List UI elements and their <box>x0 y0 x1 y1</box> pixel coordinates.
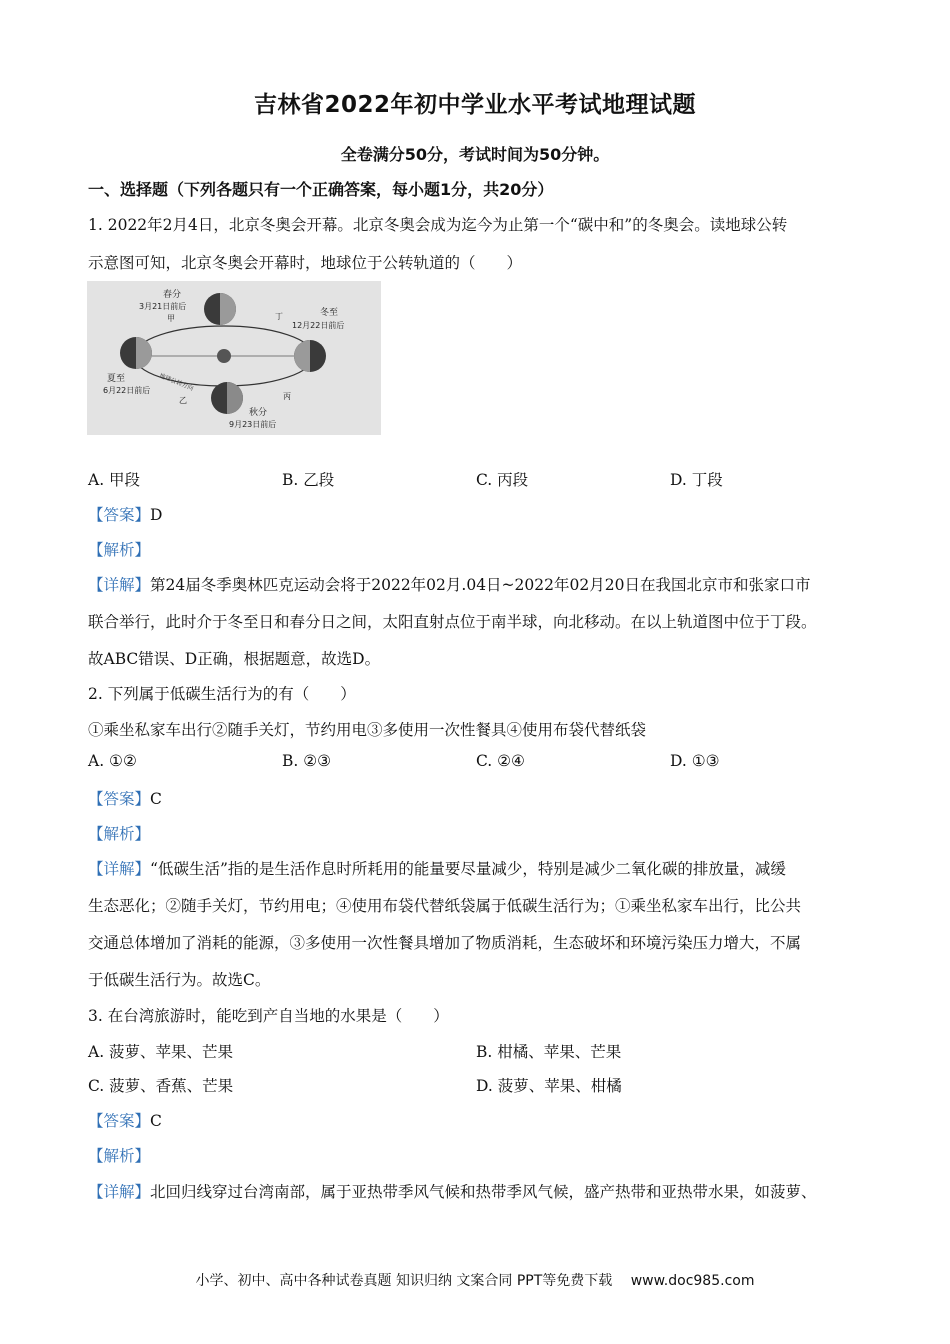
sun-icon <box>217 349 231 363</box>
orbit-diagram <box>87 281 381 435</box>
q1-option-b: B. 乙段 <box>282 471 335 489</box>
q3-answer <box>88 1109 162 1131</box>
answer-value: C <box>150 1112 162 1130</box>
answer-tag: 【答案】 <box>88 790 151 808</box>
q2-option-d: D. ①③ <box>670 752 720 770</box>
q1-analysis-tag: 【解析】 <box>88 541 151 559</box>
q3-stem: 3. 在台湾旅游时，能吃到产自当地的水果是（ ） <box>88 1007 449 1025</box>
q1-stem-line1: 1. 2022年2月4日，北京冬奥会开幕。北京冬奥会成为迄今为止第一个“碳中和”的冬奥会。读地球公转 <box>88 216 788 234</box>
summer-label: 夏至 <box>107 374 126 384</box>
detail-tag: 【详解】 <box>88 576 151 594</box>
q2-option-a: A. ①② <box>88 752 137 770</box>
spring-date: 3月21日前后 <box>139 302 187 311</box>
autumn-label: 秋分 <box>249 408 268 418</box>
autumn-date: 9月23日前后 <box>229 420 277 429</box>
page-footer: 小学、初中、高中各种试卷真题 知识归纳 文案合同 PPT等免费下载 www.doc985.com <box>195 1273 755 1289</box>
q3-option-d: D. 菠萝、苹果、柑橘 <box>476 1077 622 1095</box>
segment-yi: 乙 <box>179 396 187 405</box>
winter-label: 冬至 <box>320 308 339 318</box>
detail-tag: 【详解】 <box>88 860 151 878</box>
orbit-direction-label: 地球公转方向 <box>158 372 195 393</box>
q1-option-d: D. 丁段 <box>670 471 723 489</box>
detail-tag: 【详解】 <box>88 1183 151 1201</box>
summer-date: 6月22日前后 <box>103 386 151 395</box>
segment-ding: 丁 <box>275 312 283 321</box>
q3-detail-line1: 【详解】北回归线穿过台湾南部，属于亚热带季风气候和热带季风气候，盛产热带和亚热带水果，如菠萝、 <box>88 1183 817 1201</box>
answer-tag: 【答案】 <box>88 506 151 524</box>
section-heading: 一、选择题（下列各题只有一个正确答案，每小题1分，共20分） <box>88 180 554 199</box>
q3-analysis-tag: 【解析】 <box>88 1147 151 1165</box>
page-title: 吉林省2022年初中学业水平考试地理试题 <box>253 92 696 118</box>
answer-tag: 【答案】 <box>88 1112 151 1130</box>
winter-date: 12月22日前后 <box>292 321 345 330</box>
q3-option-c: C. 菠萝、香蕉、芒果 <box>88 1077 234 1095</box>
segment-jia: 甲 <box>167 314 175 323</box>
q2-option-b: B. ②③ <box>282 752 332 770</box>
q1-option-a: A. 甲段 <box>88 471 141 489</box>
q2-detail-line4: 于低碳生活行为。故选C。 <box>88 971 271 989</box>
q3-option-b: B. 柑橘、苹果、芒果 <box>476 1043 622 1061</box>
q2-detail-line1: 【详解】“低碳生活”指的是生活作息时所耗用的能量要尽量减少，特别是减少二氧化碳的排放量，减缓 <box>88 860 786 878</box>
q1-detail-line2: 联合举行，此时介于冬至日和春分日之间，太阳直射点位于南半球，向北移动。在以上轨道图中位于丁段。 <box>88 613 817 631</box>
answer-value: D <box>150 506 163 524</box>
q2-answer <box>88 787 162 809</box>
q2-detail-line2: 生态恶化；②随手关灯，节约用电；④使用布袋代替纸袋属于低碳生活行为；①乘坐私家车出行，比公共 <box>88 897 802 915</box>
segment-bing: 丙 <box>283 392 291 401</box>
q2-stem-line1: 2. 下列属于低碳生活行为的有（ ） <box>88 685 356 703</box>
q2-detail-line3: 交通总体增加了消耗的能源，③多使用一次性餐具增加了物质消耗，生态破坏和环境污染压力增大，不属 <box>88 934 802 952</box>
q3-option-a: A. 菠萝、苹果、芒果 <box>88 1043 234 1061</box>
earth-orbit-figure <box>87 281 381 435</box>
q2-analysis-tag: 【解析】 <box>88 825 151 843</box>
q2-option-c: C. ②④ <box>476 752 525 770</box>
spring-label: 春分 <box>163 290 182 300</box>
q1-answer <box>88 503 162 525</box>
q1-option-c: C. 丙段 <box>476 471 529 489</box>
q1-stem-line2: 示意图可知，北京冬奥会开幕时，地球位于公转轨道的（ ） <box>88 254 523 272</box>
q2-stem-line2: ①乘坐私家车出行②随手关灯，节约用电③多使用一次性餐具④使用布袋代替纸袋 <box>88 721 647 739</box>
q1-detail-line3: 故ABC错误、D正确，根据题意，故选D。 <box>88 650 381 668</box>
answer-value: C <box>150 790 162 808</box>
q1-detail-line1: 【详解】第24届冬季奥林匹克运动会将于2022年02月.04日~2022年02月20日在我国北京市和张家口市 <box>88 576 811 594</box>
exam-info: 全卷满分50分，考试时间为50分钟。 <box>340 145 610 164</box>
